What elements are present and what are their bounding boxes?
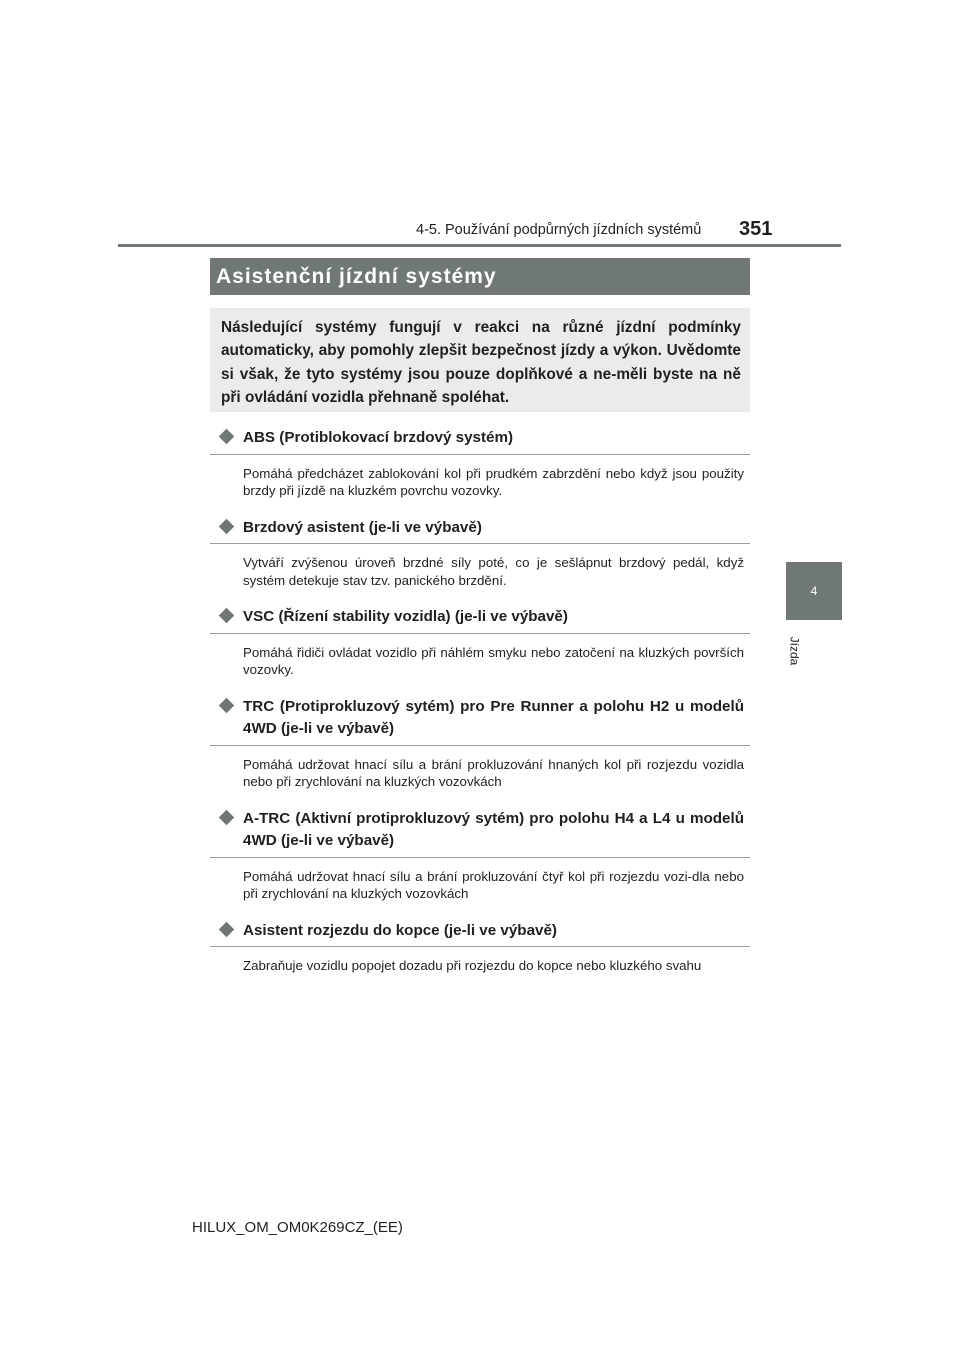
system-description: Pomáhá předcházet zablokování kol při prudkém zabrzdění nebo když jsou použity brzdy při jízdě na kluzkém povrchu vozovky.: [243, 465, 744, 498]
system-item-brake-assist: [210, 510, 750, 590]
intro-paragraph: Následující systémy fungují v reakci na různé jízdní podmínky automaticky, aby pomohly zlepšit bezpečnost jízdy a výkon. Uvědomte si však, že tyto systémy jsou pouze doplňkové a ne-měli byste na ně při ovládání vozidla přehnaně spoléhat.: [210, 308, 750, 412]
section-title: Asistenční jízdní systémy: [216, 264, 497, 288]
system-description: Pomáhá řidiči ovládat vozidlo při náhlém smyku nebo zatočení na kluzkých površích vozovky.: [243, 644, 744, 677]
chapter-tab: [786, 562, 842, 620]
diamond-bullet-icon: [219, 697, 235, 713]
document-code: HILUX_OM_OM0K269CZ_(EE): [192, 1219, 403, 1236]
header-rule: [118, 244, 841, 247]
chapter-title: 4-5. Používání podpůrných jízdních systémů: [416, 222, 702, 238]
system-heading-text: VSC (Řízení stability vozidla) (je-li ve výbavě): [243, 608, 568, 625]
system-heading: [210, 913, 750, 948]
system-item-a-trc: [210, 801, 750, 903]
system-heading: [210, 689, 750, 746]
system-description: Pomáhá udržovat hnací sílu a brání prokluzování čtyř kol při rozjezdu vozi-dla nebo při zrychlování na kluzkých vozovkách: [243, 868, 744, 901]
system-description: Pomáhá udržovat hnací sílu a brání prokluzování hnaných kol při rozjezdu vozidla nebo při zrychlování na kluzkých vozovkách: [243, 756, 744, 789]
system-heading-text: Brzdový asistent (je-li ve výbavě): [243, 518, 482, 536]
system-heading: [210, 599, 750, 634]
diamond-bullet-icon: [219, 921, 235, 937]
system-list: [210, 420, 750, 985]
system-heading-text: TRC (Protiprokluzový sytém) pro Pre Runner a polohu H2 u modelů 4WD (je-li ve výbavě): [243, 697, 744, 737]
system-heading-text: A-TRC (Aktivní protiprokluzový sytém) pro polohu H4 a L4 u modelů 4WD (je-li ve výbavě): [243, 809, 744, 849]
diamond-bullet-icon: [219, 518, 235, 534]
chapter-tab-label: [782, 626, 806, 676]
section-title-bar: [210, 258, 750, 295]
system-item-vsc: [210, 599, 750, 679]
diamond-bullet-icon: [219, 809, 235, 825]
system-heading-text: ABS (Protiblokovací brzdový systém): [243, 429, 514, 446]
system-heading: [210, 420, 750, 455]
system-description: Zabraňuje vozidlu popojet dozadu při rozjezdu do kopce nebo kluzkého svahu: [243, 958, 702, 973]
page-number: 351: [739, 218, 773, 240]
system-heading: [210, 801, 750, 858]
system-item-trc: [210, 689, 750, 791]
diamond-bullet-icon: [219, 608, 235, 624]
system-item-hill-start-assist: [210, 913, 750, 975]
diamond-bullet-icon: [219, 429, 235, 445]
chapter-tab-number: 4: [810, 584, 818, 598]
system-item-abs: [210, 420, 750, 500]
chapter-tab-label-text: Jízda: [787, 636, 801, 666]
system-heading-text: Asistent rozjezdu do kopce (je-li ve výbavě): [243, 921, 557, 939]
system-heading: [210, 510, 750, 545]
system-description: Vytváří zvýšenou úroveň brzdné síly poté, co je sešlápnut brzdový pedál, když systém detekuje stav tzv. panického brzdění.: [243, 555, 744, 588]
